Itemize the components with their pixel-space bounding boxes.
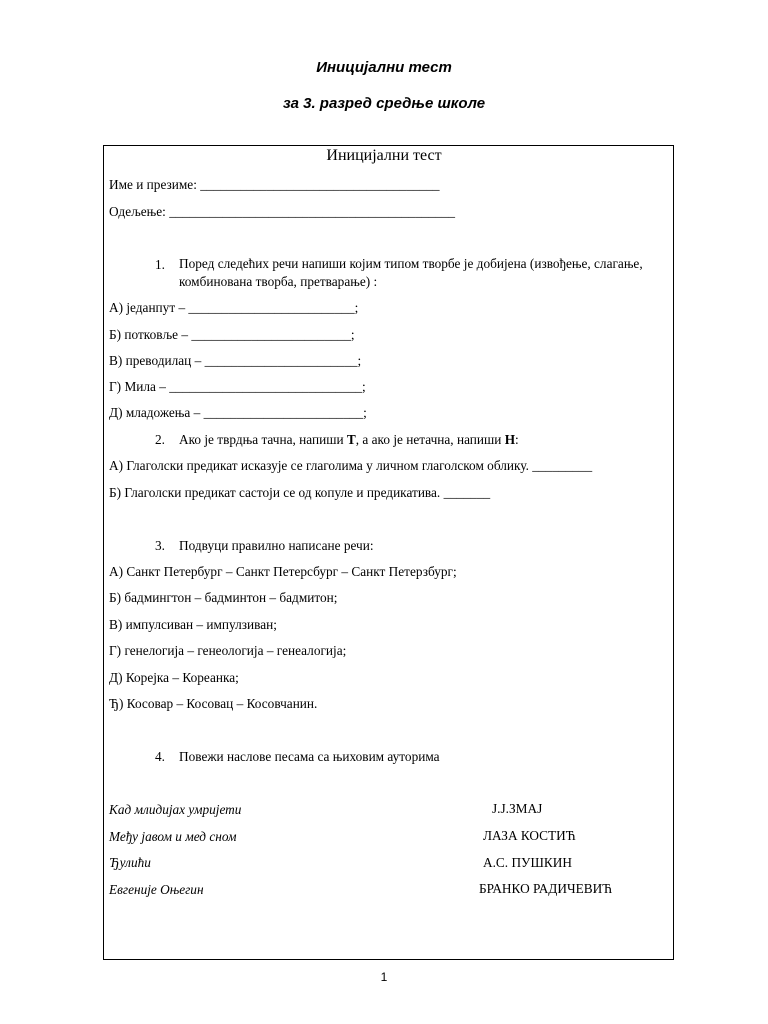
- q3-item-a: А) Санкт Петербург – Санкт Петерсбург – Санкт Петерзбург;: [109, 564, 457, 579]
- q3-item-dj: Ђ) Косовар – Косовац – Косовчанин.: [109, 696, 318, 711]
- q1-item-b: Б) потковље – ________________________;: [109, 327, 355, 342]
- q3-item-b: Б) бадмингтон – бадминтон – бадмитон;: [109, 590, 338, 605]
- q2-text-b: , а ако је нетачна, напиши: [355, 432, 505, 447]
- poem-title-2: Међу јавом и мед сном: [109, 829, 237, 844]
- author-1: Ј.Ј.ЗМАЈ: [492, 801, 543, 816]
- q4-text: Повежи наслове песама са њиховим ауторима: [179, 749, 440, 764]
- q2-text: [179, 431, 659, 449]
- q1-text: Поред следећих речи напиши којим типом творбе је добијена (извођење, слагање, комбинована творба, претварање) :: [179, 256, 643, 289]
- q1-number: 1.: [155, 257, 165, 272]
- q2-item-b: Б) Глаголски предикат састоји се од копуле и предикатива. _______: [109, 485, 491, 500]
- q2-number: 2.: [155, 432, 165, 447]
- author-2: ЛАЗА КОСТИЋ: [483, 828, 576, 843]
- author-3: А.С. ПУШКИН: [483, 855, 572, 870]
- q1-item-v: В) преводилац – _______________________;: [109, 353, 362, 368]
- q3-item-v: В) импулсиван – импулзиван;: [109, 617, 277, 632]
- poem-title-1: Кад млидијах умријети: [109, 802, 242, 817]
- name-field: Име и презиме: ____________________________________: [109, 177, 440, 192]
- q3-text: Подвуци правилно написане речи:: [179, 538, 374, 553]
- q1-item-a: А) једанпут – _________________________;: [109, 300, 359, 315]
- q2-item-a: А) Глаголски предикат исказује се глаголима у личном глаголском облику. _________: [109, 458, 593, 473]
- page-number: 1: [380, 970, 388, 984]
- q3-number: 3.: [155, 538, 165, 553]
- q2-text-a: Ако је тврдња тачна, напиши: [179, 432, 347, 447]
- author-4: БРАНКО РАДИЧЕВИЋ: [479, 881, 613, 896]
- poem-title-3: Ђулићи: [109, 855, 151, 870]
- q1-item-d: Д) младожења – ________________________;: [109, 405, 367, 420]
- page-title: Иницијални тест: [316, 59, 452, 76]
- q2-text-c: :: [515, 432, 519, 447]
- page-subtitle: за 3. разред средње школе: [282, 95, 486, 112]
- q3-item-g: Г) генелогија – генеологија – генеалогија;: [109, 643, 347, 658]
- q3-item-d: Д) Корејка – Кореанка;: [109, 670, 239, 685]
- q1-item-g: Г) Мила – _____________________________;: [109, 379, 366, 394]
- box-title: Иницијални тест: [326, 147, 442, 164]
- q2-false-letter: Н: [504, 432, 516, 447]
- q4-number: 4.: [155, 749, 165, 764]
- q2-true-letter: Т: [346, 432, 356, 447]
- class-field: Одељење: ___________________________________________: [109, 204, 456, 219]
- poem-title-4: Евгеније Оњегин: [109, 882, 204, 897]
